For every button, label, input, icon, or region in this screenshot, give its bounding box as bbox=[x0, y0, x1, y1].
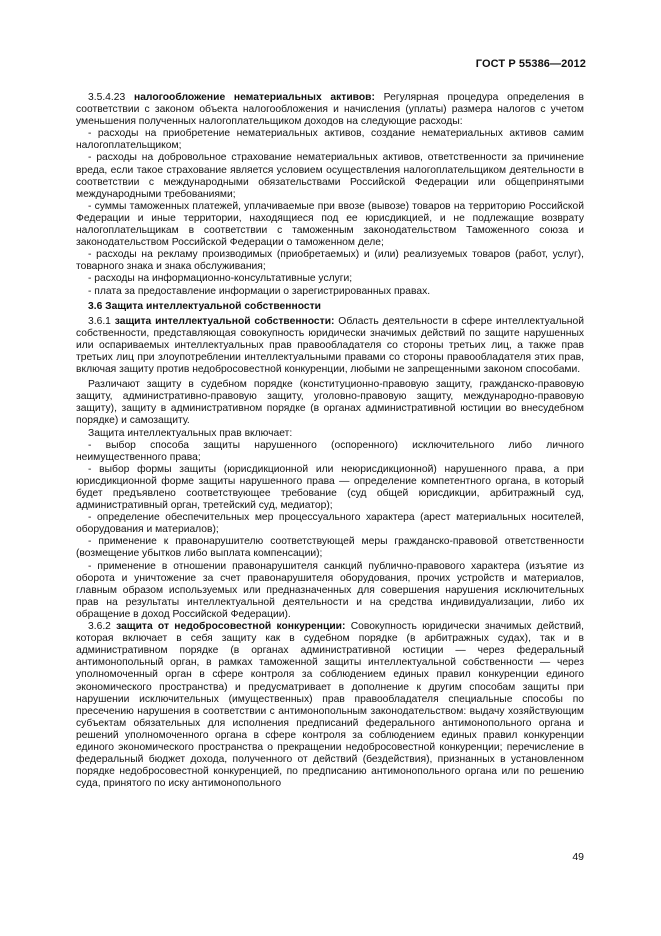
clause-text: Регулярная процедура определения в соответствии с законом объекта налогообложения и начисления (уплаты) размера налогов с учетом уменьшения полученных налогоплательщиком доходов на следующие расходы: bbox=[76, 92, 584, 128]
clause-text: Область деятельности в сфере интеллектуальной собственности, представляющая совокупность юридически значимых действий по защите нарушенных или оспариваемых интеллектуальных прав правообладателя со стороны третьих лиц, а также прав третьих лиц при злоупотреблении интеллектуальными правами со стороны правообладателя этих прав, включая защиту против недобросовестной конкуренции, любыми не запрещенными законом способами. bbox=[76, 315, 584, 376]
page-number: 49 bbox=[572, 851, 584, 863]
list-item: - применение в отношении правонарушителя санкций публично-правового характера (изъятие из оборота и уничтожение за счет правонарушителя оборудования, прочих устройств и материалов, главным образом используемых или предназначенных для совершения нарушения исключительных прав на результаты интеллектуальной деятельности и на средства индивидуализации, либо их обращение в доход Российской Федерации). bbox=[76, 560, 584, 620]
section-heading-3-6: 3.6 Защита интеллектуальной собственности bbox=[88, 300, 321, 312]
clause-number: 3.5.4.23 bbox=[88, 92, 126, 103]
list-item: - определение обеспечительных мер процессуального характера (арест материальных носителей, оборудования и материалов); bbox=[76, 512, 584, 536]
list-item: - расходы на приобретение нематериальных активов, создание нематериальных активов самим налогоплательщиком; bbox=[76, 128, 584, 152]
clause-term: защита интеллектуальной собственности: bbox=[114, 315, 335, 327]
list-item: - суммы таможенных платежей, уплачиваемые при ввозе (вывозе) товаров на территорию Российской Федерации и иные территории, находящиеся под ее юрисдикцией, и не подлежащие возврату налогоплательщикам в соответствии с таможенным законодательством Таможенного союза и законодательством Российской Федерации о таможенном деле; bbox=[76, 200, 584, 249]
document-code-header: ГОСТ Р 55386—2012 bbox=[475, 58, 586, 70]
clause-term: защита от недобросовестной конкуренции: bbox=[116, 621, 346, 633]
list-item: - плата за предоставление информации о зарегистрированных правах. bbox=[88, 285, 431, 297]
clause-number: 3.6.1 bbox=[88, 315, 111, 327]
list-item: - расходы на рекламу производимых (приобретаемых) и (или) реализуемых товаров (работ, услуг), товарного знака и знака обслуживания; bbox=[76, 249, 584, 273]
list-item: - применение к правонарушителю соответствующей меры гражданско-правовой ответственности (возмещение убытков либо выплата компенсации); bbox=[76, 536, 584, 560]
paragraph-protection-forms: Различают защиту в судебном порядке (конституционно-правовую защиту, гражданско-правовую защиту, административно-правовую защиту, уголовно-правовую защиту, международно-правовую защиту), защиту в административном порядке (в органах административной юстиции во внесудебном порядке) и самозащиту. bbox=[76, 379, 584, 427]
clause-3-6-2 bbox=[76, 621, 584, 790]
list-item: - расходы на информационно-консультативные услуги; bbox=[88, 273, 353, 285]
list-item: - выбор способа защиты нарушенного (оспоренного) исключительного либо личного неимущественного права; bbox=[76, 439, 584, 463]
clause-3-6-1 bbox=[76, 316, 584, 376]
list-item: - расходы на добровольное страхование нематериальных активов, ответственности за причинение вреда, если такое страхование является условием осуществления налогоплательщиком деятельности в соответствии с международными обязательствами Российской Федерации или общепринятыми международными требованиями; bbox=[76, 152, 584, 200]
clause-term: налогообложение нематериальных активов: bbox=[133, 92, 375, 103]
clause-3-5-4-23 bbox=[76, 92, 584, 128]
clause-number: 3.6.2 bbox=[88, 621, 111, 633]
list-item: - выбор формы защиты (юрисдикционной или неюрисдикционной) нарушенного права, а при юрисдикционной форме защиты нарушенного права — определение компетентного органа, в который будет предъявлено соответствующее требование (суд общей юрисдикции, арбитражный суд, административный орган, третейский суд, медиатор); bbox=[76, 463, 584, 512]
clause-text: Совокупность юридически значимых действий, которая включает в себя защиту как в судебном порядке (в арбитражных судах), так и в административном порядке (в органах административной юстиции — через федеральный антимонопольный орган, в рамках таможенной защиты интеллектуальной собственности — через уполномоченный орган в сфере контроля за соблюдением единых правил конкуренции единого экономического пространства) и предусматривает в дополнение к другим способам защиты при нарушении исключительных (имущественных) прав правообладателя специальные способы по пресечению нарушения в соответствии с антимонопольным законодательством: выдачу хозяйствующим субъектам обязательных для исполнения предписаний федерального антимонопольного органа и решений уполномоченного органа в сфере контроля за соблюдением единых правил конкуренции единого экономического пространства о прекращении недобросовестной конкуренции; перечисление в федеральный бюджет дохода, полученного от действий (бездействия), признанных в установленном порядке недобросовестной конкуренцией, по предписанию антимонопольного органа или по решению суда, принятого по иску антимонопольного bbox=[76, 621, 584, 790]
document-body bbox=[76, 92, 584, 790]
paragraph-includes: Защита интеллектуальных прав включает: bbox=[88, 427, 293, 439]
